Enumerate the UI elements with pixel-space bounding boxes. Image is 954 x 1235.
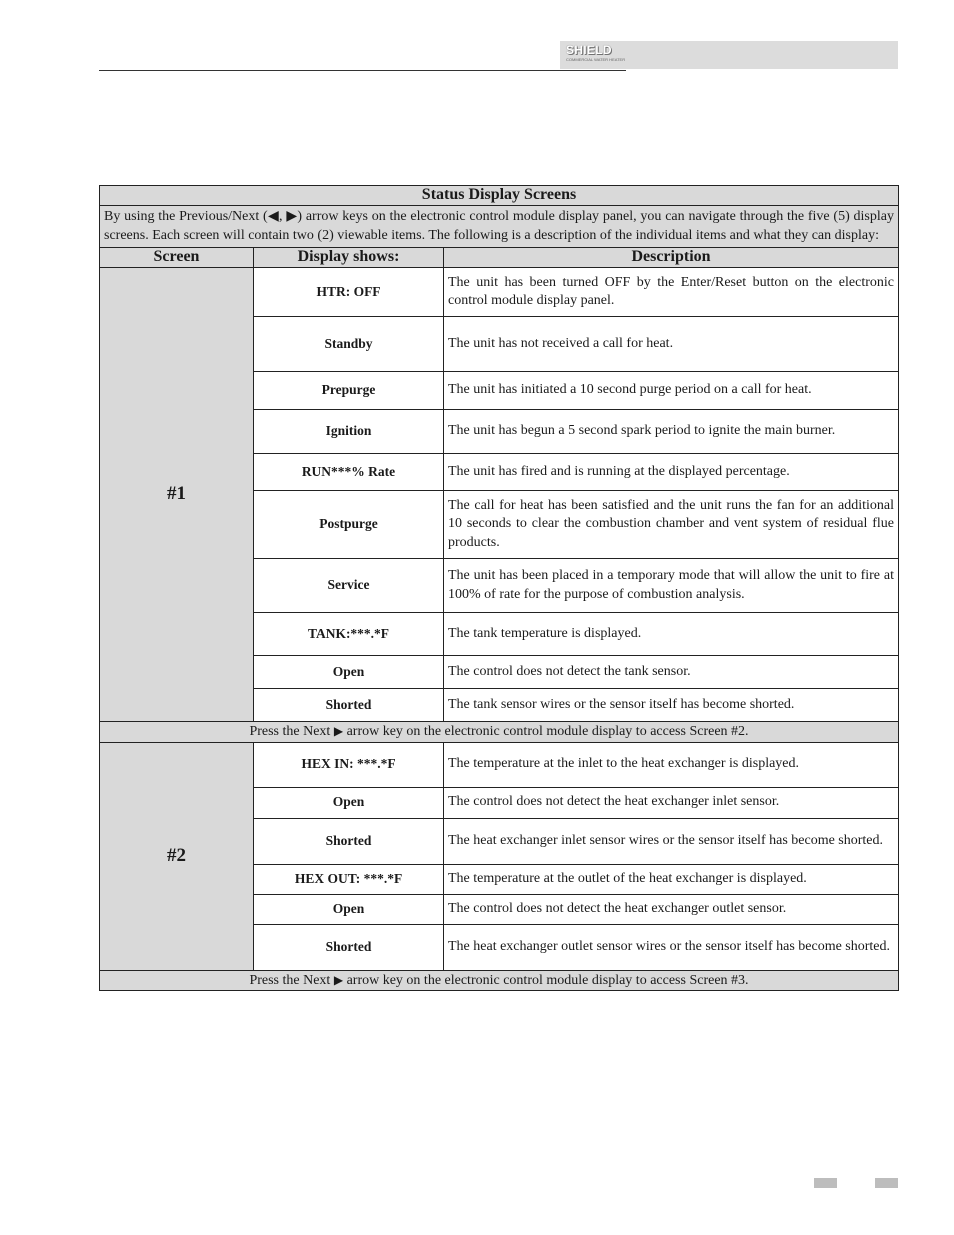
- note-text-before: Press the Next: [249, 972, 331, 988]
- display-value: Service: [254, 559, 444, 613]
- description-text: The heat exchanger inlet sensor wires or the sensor itself has become shorted.: [444, 818, 899, 864]
- display-value: Prepurge: [254, 372, 444, 410]
- page-footer-box-right: [875, 1178, 898, 1188]
- column-header-description: Description: [444, 248, 899, 268]
- display-value: TANK:***.*F: [254, 613, 444, 656]
- screen-navigation-note: [100, 722, 899, 743]
- next-arrow-icon: ▶: [333, 724, 344, 738]
- description-text: The control does not detect the heat exchanger inlet sensor.: [444, 787, 899, 818]
- description-text: The unit has initiated a 10 second purge period on a call for heat.: [444, 372, 899, 410]
- display-value: Ignition: [254, 410, 444, 454]
- logo-word: SHIELD: [566, 43, 612, 57]
- table-title: Status Display Screens: [100, 186, 899, 206]
- page-footer-box-left: [814, 1178, 837, 1188]
- screen-label: #2: [100, 742, 254, 970]
- description-text: The unit has been turned OFF by the Enter/Reset button on the electronic control module display panel.: [444, 268, 899, 317]
- display-value: Open: [254, 656, 444, 689]
- description-text: The control does not detect the tank sensor.: [444, 656, 899, 689]
- display-value: HEX OUT: ***.*F: [254, 864, 444, 894]
- note-text-after: arrow key on the electronic control module display to access Screen #3.: [346, 972, 749, 988]
- next-arrow-icon: ▶: [333, 972, 344, 987]
- display-value: Postpurge: [254, 491, 444, 559]
- display-value: Shorted: [254, 689, 444, 722]
- column-header-screen: Screen: [100, 248, 254, 268]
- header-rule: [99, 70, 626, 71]
- column-header-display: Display shows:: [254, 248, 444, 268]
- note-text-before: Press the Next: [249, 724, 331, 739]
- description-text: The unit has begun a 5 second spark period to ignite the main burner.: [444, 410, 899, 454]
- shield-logo: [564, 43, 628, 67]
- display-value: HEX IN: ***.*F: [254, 742, 444, 787]
- screen-label: #1: [100, 268, 254, 722]
- description-text: The unit has fired and is running at the displayed percentage.: [444, 454, 899, 491]
- display-value: RUN***% Rate: [254, 454, 444, 491]
- description-text: The tank sensor wires or the sensor itself has become shorted.: [444, 689, 899, 722]
- display-value: Shorted: [254, 924, 444, 970]
- description-text: The unit has not received a call for heat.: [444, 317, 899, 372]
- description-text: The tank temperature is displayed.: [444, 613, 899, 656]
- description-text: The call for heat has been satisfied and the unit runs the fan for an additional 10 seconds to clear the combustion chamber and vent system of residual flue products.: [444, 491, 899, 559]
- status-display-table: [99, 185, 899, 991]
- display-value: Standby: [254, 317, 444, 372]
- display-value: HTR: OFF: [254, 268, 444, 317]
- description-text: The temperature at the inlet to the heat exchanger is displayed.: [444, 742, 899, 787]
- note-text-after: arrow key on the electronic control module display to access Screen #2.: [346, 724, 749, 739]
- table-row: [100, 742, 899, 787]
- screen-navigation-note: [100, 970, 899, 991]
- table-row: [100, 268, 899, 317]
- logo-subtext: COMMERCIAL WATER HEATER: [566, 57, 626, 62]
- table-intro: By using the Previous/Next (◀, ▶) arrow keys on the electronic control module display panel, you can navigate through the five (5) display screens. Each screen will contain two (2) viewable items. The following is a description of the individual items and what they can display:: [100, 206, 899, 248]
- description-text: The unit has been placed in a temporary mode that will allow the unit to fire at 100% of rate for the purpose of combustion analysis.: [444, 559, 899, 613]
- description-text: The heat exchanger outlet sensor wires or the sensor itself has become shorted.: [444, 924, 899, 970]
- display-value: Open: [254, 787, 444, 818]
- display-value: Shorted: [254, 818, 444, 864]
- display-value: Open: [254, 894, 444, 924]
- description-text: The control does not detect the heat exchanger outlet sensor.: [444, 894, 899, 924]
- description-text: The temperature at the outlet of the heat exchanger is displayed.: [444, 864, 899, 894]
